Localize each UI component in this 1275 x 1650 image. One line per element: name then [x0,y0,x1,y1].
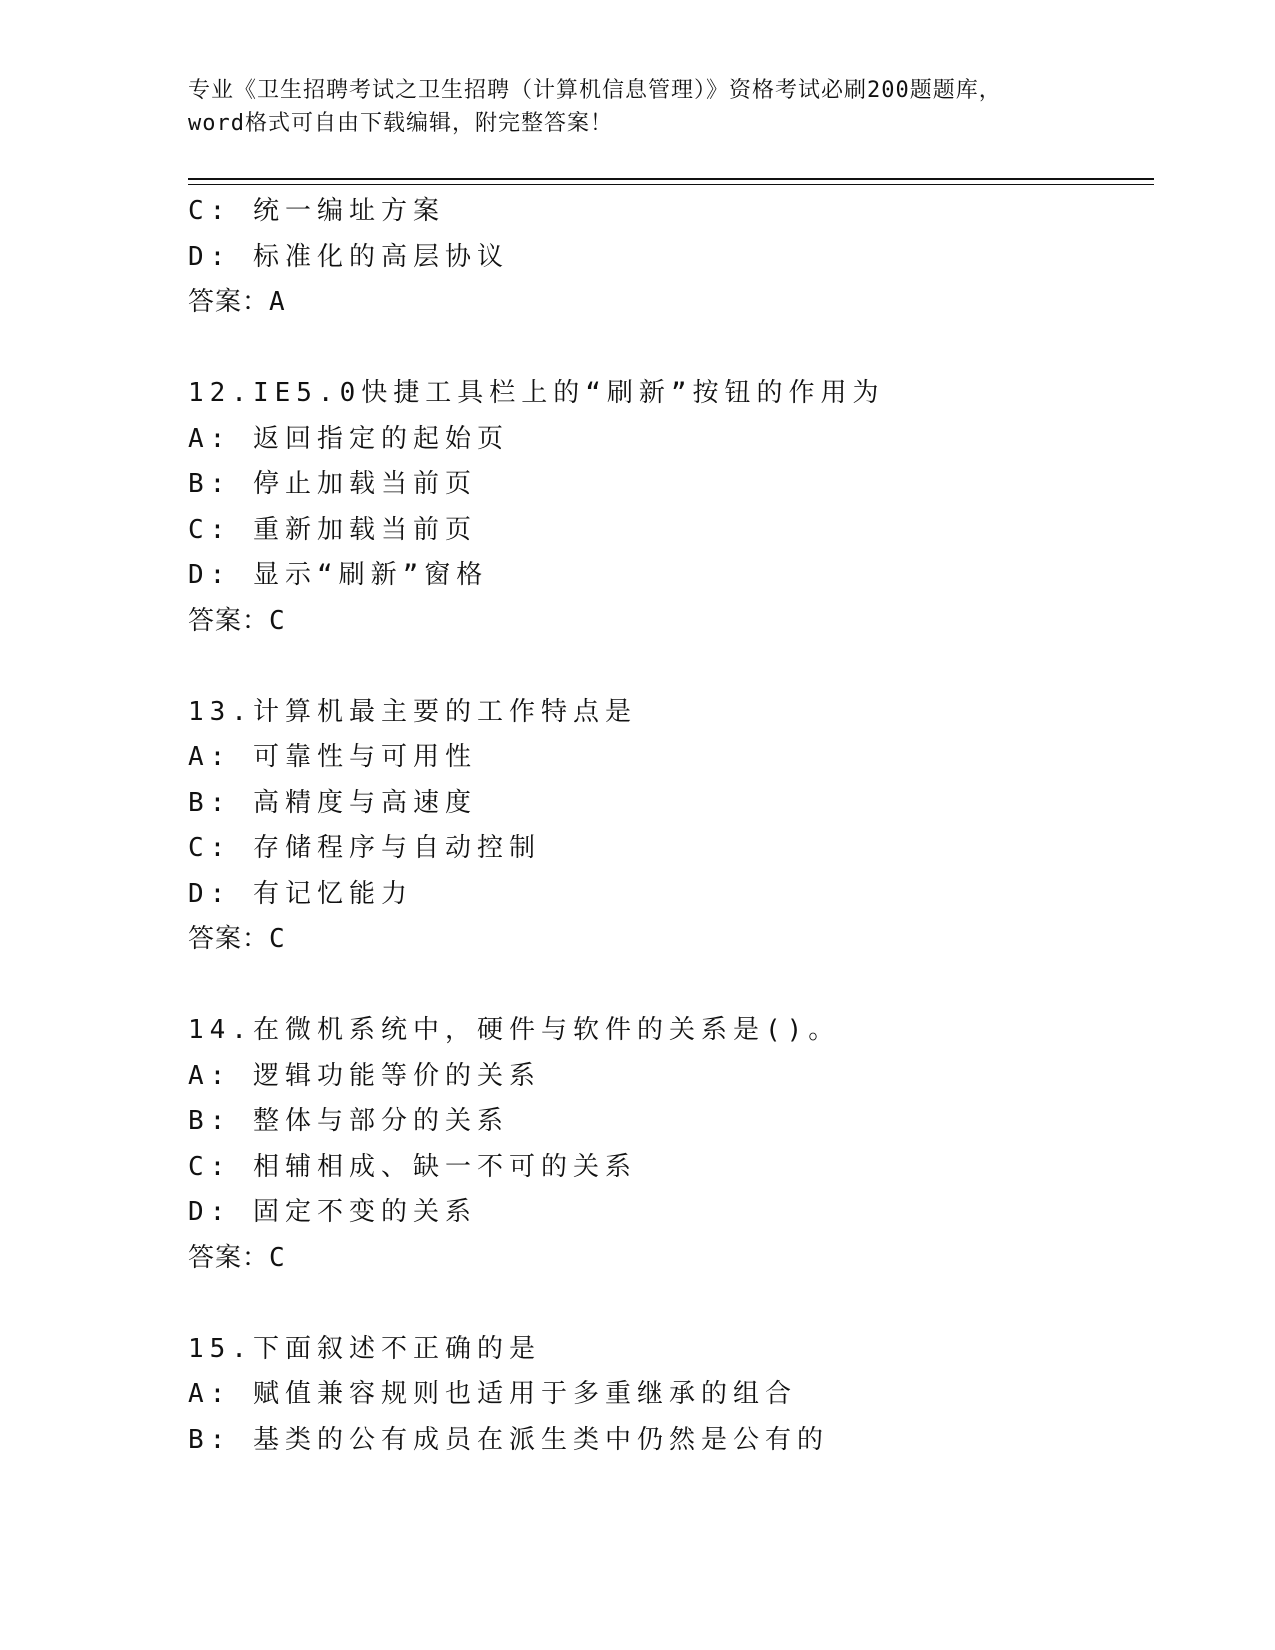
spacer [188,644,1148,690]
option-b: B: 基类的公有成员在派生类中仍然是公有的 [188,1424,829,1455]
header-divider-thin [188,184,1154,185]
spacer [188,326,1148,372]
option-a: A: 可靠性与可用性 [188,742,477,772]
answer-line: 答案：C [188,605,286,636]
question-block [188,690,1148,963]
answer-line: 答案：C [188,1242,286,1273]
question-block [188,1008,1148,1281]
question-list [188,189,1148,1463]
answer-line: 答案：C [188,924,286,954]
option-a: A: 赋值兼容规则也适用于多重继承的组合 [188,1379,797,1409]
option-c: C: 相辅相成、缺一不可的关系 [188,1151,637,1182]
question-text: 12.IE5.0快捷工具栏上的“刷新”按钮的作用为 [188,378,885,408]
header-title-line-2: word格式可自由下载编辑，附完整答案！ [188,111,613,136]
option-a: A: 逻辑功能等价的关系 [188,1060,541,1091]
header-divider-thick [188,178,1154,180]
question-text: 15.下面叙述不正确的是 [188,1333,541,1364]
question-block [188,371,1148,644]
answer-line: 答案：A [188,287,286,317]
option-a: A: 返回指定的起始页 [188,423,509,454]
spacer [188,1281,1148,1327]
option-c: C: 重新加载当前页 [188,514,477,545]
option-d: D: 固定不变的关系 [188,1197,477,1227]
option-d: D: 显示“刷新”窗格 [188,560,489,590]
header-title-line-1: 专业《卫生招聘考试之卫生招聘（计算机信息管理）》资格考试必刷200题题库， [188,78,1002,103]
document-header [188,74,1088,140]
question-block [188,1327,1148,1464]
option-d: D: 标准化的高层协议 [188,241,509,272]
option-c: C: 存储程序与自动控制 [188,833,541,863]
option-d: D: 有记忆能力 [188,878,413,909]
option-b: B: 停止加载当前页 [188,469,477,499]
spacer [188,963,1148,1009]
question-block [188,189,1148,326]
option-c: C: 统一编址方案 [188,196,445,226]
question-text: 14.在微机系统中，硬件与软件的关系是()。 [188,1015,841,1045]
question-text: 13.计算机最主要的工作特点是 [188,696,637,727]
option-b: B: 高精度与高速度 [188,787,477,818]
option-b: B: 整体与部分的关系 [188,1106,509,1136]
